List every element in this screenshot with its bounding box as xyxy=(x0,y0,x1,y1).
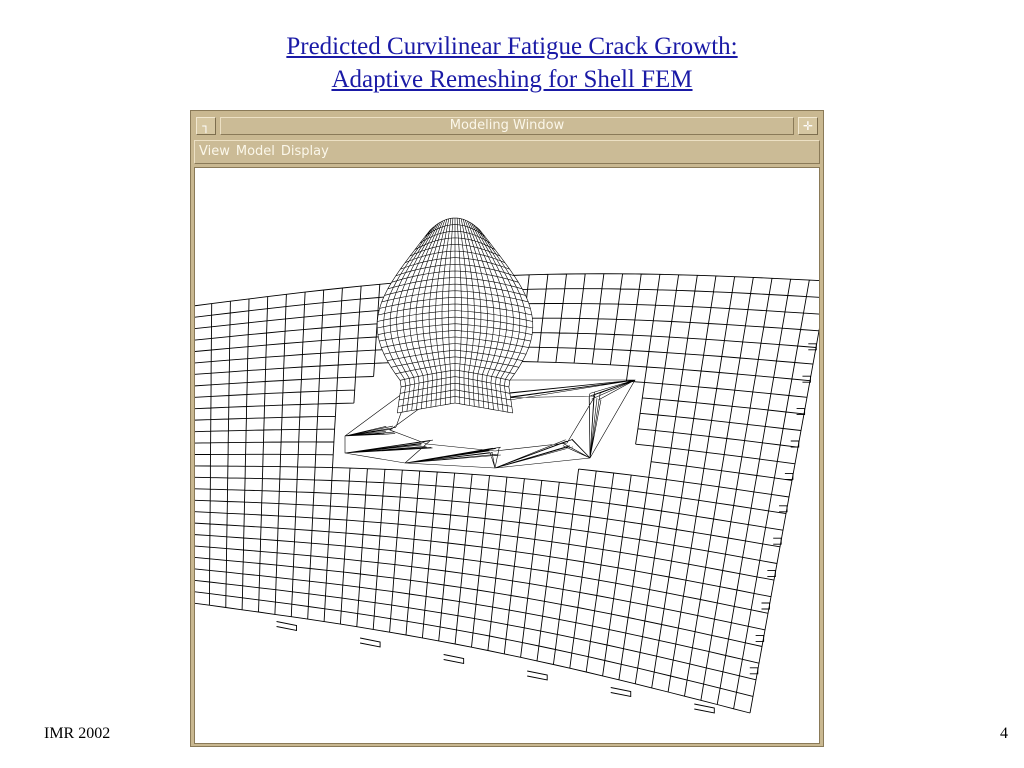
slide-title xyxy=(0,30,1024,96)
page-number: 4 xyxy=(1000,725,1008,742)
menu-model[interactable]: Model xyxy=(235,144,275,159)
menu-bar xyxy=(194,140,820,164)
move-icon[interactable]: ✛ xyxy=(798,117,818,135)
footer-conference: IMR 2002 xyxy=(44,725,111,742)
shell-mesh-drawing xyxy=(195,168,819,743)
window-title[interactable]: Modeling Window xyxy=(220,117,794,135)
window-titlebar[interactable] xyxy=(194,115,820,137)
window-menu-icon[interactable]: ┐ xyxy=(196,117,216,135)
slide-title-line-1[interactable]: Predicted Curvilinear Fatigue Crack Growth: xyxy=(286,33,738,60)
slide-title-line-2[interactable]: Adaptive Remeshing for Shell FEM xyxy=(331,66,693,93)
model-canvas[interactable] xyxy=(194,167,820,744)
menu-view[interactable]: View xyxy=(199,144,230,159)
modeling-window xyxy=(190,110,824,747)
menu-display[interactable]: Display xyxy=(280,144,329,159)
